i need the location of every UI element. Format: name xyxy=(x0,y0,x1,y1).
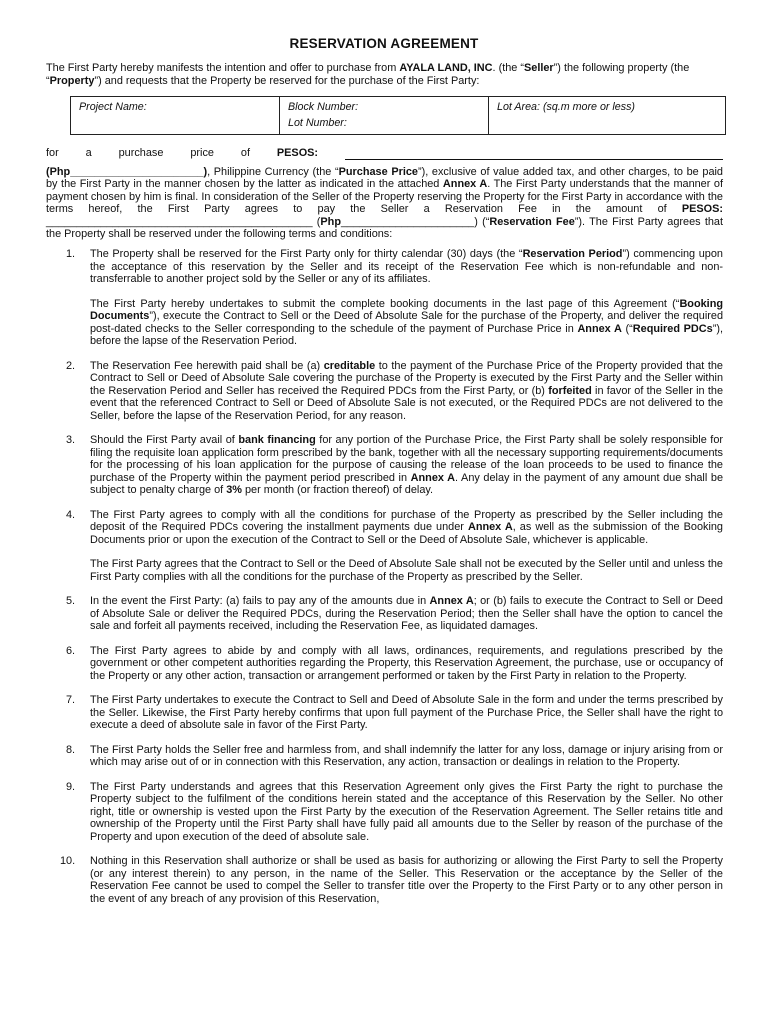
lot-number-label: Lot Number: xyxy=(288,117,347,129)
term-text: The Property shall be reserved for the First Party only for thirty calendar (30) days (the “ xyxy=(90,248,523,260)
term-bold: Annex A xyxy=(577,322,622,335)
term-bold: bank financing xyxy=(238,434,316,446)
term-text: In the event the First Party: (a) fails to pay any of the amounts due in xyxy=(90,595,430,607)
price-word: purchase xyxy=(118,147,164,159)
term-item xyxy=(46,248,723,348)
pesos-label: PESOS: xyxy=(276,147,319,159)
term-item xyxy=(46,694,723,732)
price-clause xyxy=(46,147,723,241)
term-text: The Reservation Fee herewith paid shall be (a) xyxy=(90,359,324,372)
term-text: ”) commencing upon the acceptance of this reservation by the Seller and its receipt of the Reservation Fee which is non-refundable and non-transferrable to another project sold by the Seller or any of its affiliates. xyxy=(90,248,723,285)
term-bold: Annex A xyxy=(467,521,513,533)
property-details-table xyxy=(70,96,726,135)
project-name-label: Project Name: xyxy=(79,101,147,113)
term-paragraph xyxy=(90,434,723,497)
block-number-label: Block Number: xyxy=(288,101,359,113)
lot-area-label: Lot Area: (sq.m more or less) xyxy=(497,101,635,113)
seller-name: AYALA LAND, INC xyxy=(399,62,493,74)
term-bold: Annex A xyxy=(410,471,456,484)
term-text: The First Party hereby undertakes to submit the complete booking documents in the last page of this Agreement (“ xyxy=(90,297,680,310)
term-paragraph: The First Party agrees that the Contract to Sell or the Deed of Absolute Sale shall not be executed by the Seller until and unless the First Party complies with all the conditions for the purchase of the Property as prescribed by the Seller. xyxy=(90,558,723,583)
intro-paragraph xyxy=(46,62,722,88)
purchase-price-term: Purchase Price xyxy=(338,165,418,178)
price-text: . The First Party understands that the manner of payment chosen by him is final. In consideration of the Seller of the Property reserving the Property for the First Party in accordance with the terms hereof, the First Party agrees to pay the Seller a Reservation Fee in the amount of xyxy=(46,178,723,215)
annex-a-ref: Annex A xyxy=(442,178,488,190)
project-name-cell[interactable] xyxy=(71,97,280,135)
term-number: 10. xyxy=(60,855,76,867)
price-word: for xyxy=(46,147,59,159)
term-paragraph: Nothing in this Reservation shall authorize or shall be used as basis for authorizing or allowing the First Party to sell the Property (or any interest therein) to any person, in the name of the Seller. This Reservation or the acceptance by the Seller of the Reservation Fee cannot be used to compel the Seller to transfer title over the Property to the First Party or to any other person in the event of any breach of any provision of this Reservation, xyxy=(90,855,723,905)
price-word: price xyxy=(190,147,214,159)
price-word: of xyxy=(240,147,250,159)
term-text: Should the First Party avail of xyxy=(90,434,239,446)
terms-list xyxy=(46,248,723,905)
intro-text: ”) and requests that the Property be reserved for the purchase of the First Party: xyxy=(94,75,480,87)
term-number: 7. xyxy=(66,694,76,706)
purchase-price-blank[interactable] xyxy=(345,149,723,160)
term-item xyxy=(46,744,723,769)
term-number: 4. xyxy=(66,508,76,521)
term-number: 9. xyxy=(66,780,76,793)
term-text: The First Party agrees to comply with all the conditions for purchase of the Property as prescribed by the Seller including the deposit of the Required PDCs covering the installment payments due under xyxy=(90,508,723,533)
php-blank[interactable]: ______________________) (“ xyxy=(340,215,490,228)
term-paragraph xyxy=(90,595,723,633)
term-text: , as well as the submission of the Booking Documents prior or upon the execution of the Contract to Sell or the Deed of Absolute Sale, whichever is applicable. xyxy=(90,521,723,546)
term-text: ”), execute the Contract to Sell or the Deed of Absolute Sale for the purchase of the Property, and deliver the required post-dated checks to the Seller corresponding to the schedule of the payment of Purchase Price in xyxy=(90,310,723,335)
term-paragraph xyxy=(90,248,723,286)
intro-text: ”) the following property (the “ xyxy=(46,62,690,87)
term-text: per month (or fraction thereof) of delay. xyxy=(241,484,434,496)
intro-text: The First Party hereby manifests the intention and offer to purchase from xyxy=(46,62,400,74)
term-text: in favor of the Seller in the event that the referenced Contract to Sell or Deed of Absolute Sale is not executed, or the Required PDCs are not delivered to the Seller, before the lapse of the Reservation Period, for any reason. xyxy=(90,384,724,422)
price-text: ”), exclusive of value added tax, and other charges, to be paid by the First Party in the manner chosen by the latter as indicated in the attached xyxy=(46,165,723,190)
price-body xyxy=(46,166,723,241)
price-text: , Philippine Currency (the “ xyxy=(207,165,339,178)
term-bold: Reservation Period xyxy=(522,248,623,260)
php-blank[interactable]: (Php______________________) xyxy=(46,165,208,178)
reservation-fee-term: Reservation Fee xyxy=(489,215,575,228)
term-bold: Required PDCs xyxy=(632,322,713,335)
term-paragraph: The First Party undertakes to execute the Contract to Sell and Deed of Absolute Sale in the form and under the terms prescribed by the Seller. Likewise, the First Party hereby confirms that upon full payment of the Purchase Price, the Seller shall have the right to execute a deed of absolute sale in favor of the First Party. xyxy=(90,694,723,731)
term-text: ”), before the lapse of the Reservation Period. xyxy=(90,322,724,347)
term-text: . Any delay in the payment of any amount due shall be subject to penalty charge of xyxy=(90,471,723,496)
term-item xyxy=(46,509,723,584)
term-item xyxy=(46,855,723,905)
reservation-fee-blank[interactable]: ____________________________________________ ( xyxy=(46,215,321,228)
term-number: 2. xyxy=(66,359,76,372)
price-text: ”). The First Party agrees that the Property shall be reserved under the following terms and conditions: xyxy=(46,215,724,240)
page-title: RESERVATION AGREEMENT xyxy=(289,36,479,51)
term-text: to the payment of the Purchase Price of the Property provided that the Contract to Sell or Deed of Absolute Sale covering the purchase of the Property is executed by the First Party and the Seller within the Reservation Period and Seller has received the Required PDCs from the First Party, or (b) xyxy=(90,359,723,397)
term-number: 1. xyxy=(66,248,76,260)
term-paragraph xyxy=(90,360,723,423)
term-paragraph xyxy=(90,298,723,348)
pesos-label: PESOS: xyxy=(681,203,723,215)
php-label: Php xyxy=(320,215,341,228)
lot-area-cell[interactable] xyxy=(489,97,726,135)
term-number: 3. xyxy=(66,434,76,446)
intro-text: . (the “ xyxy=(492,62,524,74)
term-bold: Booking Documents xyxy=(90,297,723,322)
term-text: for any portion of the Purchase Price, the First Party shall be solely responsible for filing the requisite loan application form prescribed by the bank, together with all the necessary supporting requirements/documents for the processing of his loan application for the purpose of causing the release of the loan proceeds to be used to finance the purchase of the Property within the payment period prescribed in xyxy=(90,434,723,484)
block-lot-cell[interactable] xyxy=(280,97,489,135)
term-item xyxy=(46,595,723,633)
term-bold: Annex A xyxy=(429,595,474,607)
term-paragraph: The First Party holds the Seller free and harmless from, and shall indemnify the latter for any loss, damage or injury arising from or which may arise out of or in connection with this Reservation, any action, transaction or dealings in relation to the Property. xyxy=(90,743,723,768)
seller-term: Seller xyxy=(524,62,554,74)
term-number: 8. xyxy=(66,743,76,756)
term-number: 6. xyxy=(66,644,76,657)
term-item xyxy=(46,434,723,497)
term-number: 5. xyxy=(66,595,76,607)
term-paragraph: The First Party understands and agrees that this Reservation Agreement only gives the First Party the right to purchase the Property subject to the fulfilment of the conditions herein stated and the acceptance of this Reservation by the Seller. No other right, title or ownership is vested upon the First Party by the execution of the Reservation Agreement. The Seller retains title and ownership of the Property until the First Party shall have fully paid all amounts due to the Seller by reason of the purchase of the Property and upon execution of the deed of absolute sale. xyxy=(90,780,723,843)
property-term: Property xyxy=(49,75,95,87)
term-item xyxy=(46,781,723,844)
term-bold: creditable xyxy=(323,359,376,372)
price-first-line xyxy=(46,147,723,160)
term-paragraph: The First Party agrees to abide by and comply with all laws, ordinances, requirements, and regulations prescribed by the government or other competent authorities regarding the Property, this Reservation Agreement, the purchase, use or occupancy of the Property or any other action, transaction or arrangement performed or taken by the First Party in relation to the Property. xyxy=(90,644,723,682)
price-word: a xyxy=(85,147,92,159)
term-paragraph xyxy=(90,509,723,547)
term-text: (“ xyxy=(621,322,633,335)
term-bold: forfeited xyxy=(548,384,592,397)
term-item xyxy=(46,645,723,683)
term-item xyxy=(46,360,723,423)
term-bold: 3% xyxy=(226,484,242,496)
term-text: ; or (b) fails to execute the Contract to Sell or Deed of Absolute Sale or deliver the Required PDCs, during the Reservation Period; then the Seller shall have the option to cancel the sale and forfeit all payments received, including the Reservation Fee, as liquidated damages. xyxy=(90,595,723,632)
